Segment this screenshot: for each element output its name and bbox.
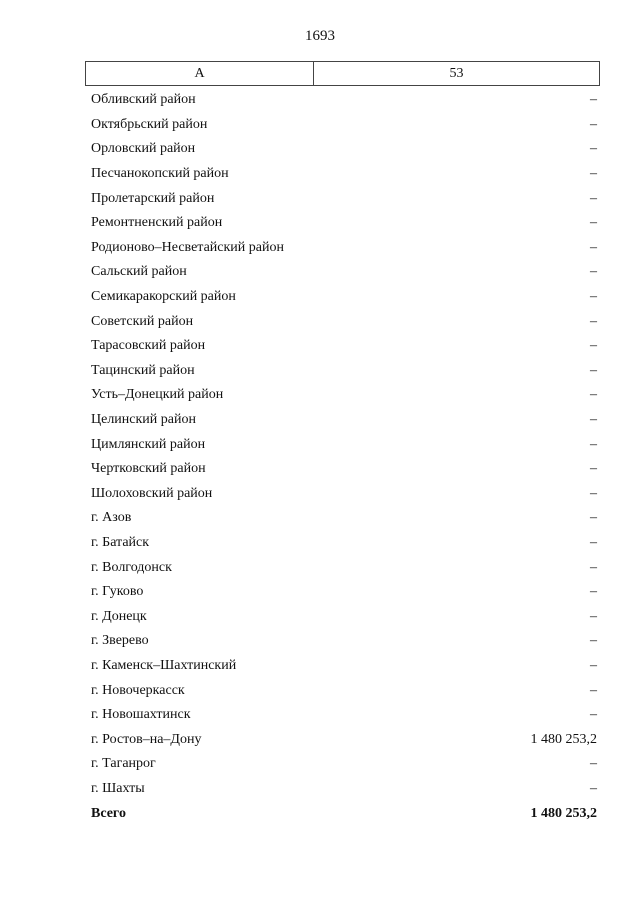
table-row bbox=[91, 604, 597, 629]
row-value: – bbox=[590, 436, 597, 452]
row-value: – bbox=[590, 633, 597, 649]
total-label: Всего bbox=[91, 805, 126, 821]
row-label: Тацинский район bbox=[91, 362, 195, 378]
table-row bbox=[91, 113, 597, 138]
row-label: г. Гуково bbox=[91, 584, 144, 600]
row-value: – bbox=[590, 387, 597, 403]
table-row bbox=[91, 580, 597, 605]
row-label: г. Донецк bbox=[91, 608, 147, 624]
row-label: Обливский район bbox=[91, 92, 196, 108]
table-row bbox=[91, 359, 597, 384]
row-label: г. Азов bbox=[91, 510, 132, 526]
row-label: г. Зверево bbox=[91, 633, 149, 649]
table-row bbox=[91, 531, 597, 556]
row-value: – bbox=[590, 559, 597, 575]
row-value: – bbox=[590, 756, 597, 772]
row-value: – bbox=[590, 166, 597, 182]
total-row bbox=[91, 801, 597, 826]
row-value: – bbox=[590, 92, 597, 108]
row-value: – bbox=[590, 657, 597, 673]
row-label: Октябрьский район bbox=[91, 116, 208, 132]
table-row bbox=[91, 186, 597, 211]
row-value: – bbox=[590, 485, 597, 501]
table-row bbox=[91, 432, 597, 457]
header-column-53: 53 bbox=[449, 65, 464, 81]
row-label: г. Ростов–на–Дону bbox=[91, 731, 202, 747]
table-row bbox=[91, 555, 597, 580]
table-row bbox=[91, 752, 597, 777]
row-value: – bbox=[590, 239, 597, 255]
row-label: г. Шахты bbox=[91, 780, 145, 796]
row-label: Усть–Донецкий район bbox=[91, 387, 224, 403]
table-row bbox=[91, 678, 597, 703]
row-value: – bbox=[590, 461, 597, 477]
row-value: – bbox=[590, 510, 597, 526]
table-body bbox=[91, 88, 597, 826]
table-row bbox=[91, 703, 597, 728]
row-value: – bbox=[590, 116, 597, 132]
table-row bbox=[91, 629, 597, 654]
table-row bbox=[91, 506, 597, 531]
table-row bbox=[91, 285, 597, 310]
row-value: – bbox=[590, 362, 597, 378]
row-value: – bbox=[590, 584, 597, 600]
row-label: Советский район bbox=[91, 313, 194, 329]
row-value: – bbox=[590, 264, 597, 280]
row-label: г. Новошахтинск bbox=[91, 707, 191, 723]
page-number: 1693 bbox=[305, 28, 335, 44]
row-label: г. Батайск bbox=[91, 534, 150, 550]
row-value: – bbox=[590, 608, 597, 624]
table-row bbox=[91, 482, 597, 507]
table-row bbox=[91, 334, 597, 359]
row-label: Чертковский район bbox=[91, 461, 206, 477]
row-value: – bbox=[590, 534, 597, 550]
row-label: Шолоховский район bbox=[91, 485, 213, 501]
table-row bbox=[91, 211, 597, 236]
table-header bbox=[85, 61, 600, 86]
table-row bbox=[91, 309, 597, 334]
row-label: Ремонтненский район bbox=[91, 215, 223, 231]
table-row bbox=[91, 162, 597, 187]
row-value: – bbox=[590, 190, 597, 206]
row-value: – bbox=[590, 313, 597, 329]
row-label: г. Таганрог bbox=[91, 756, 156, 772]
table-row bbox=[91, 137, 597, 162]
row-label: Орловский район bbox=[91, 141, 196, 157]
table-row bbox=[91, 88, 597, 113]
table-row bbox=[91, 727, 597, 752]
header-column-a: А bbox=[86, 62, 314, 85]
row-value: – bbox=[590, 289, 597, 305]
row-label: Целинский район bbox=[91, 412, 196, 428]
table-row bbox=[91, 777, 597, 802]
row-value: – bbox=[590, 412, 597, 428]
row-value: – bbox=[590, 780, 597, 796]
table-row bbox=[91, 457, 597, 482]
row-label: Цимлянский район bbox=[91, 436, 206, 452]
row-label: г. Волгодонск bbox=[91, 559, 172, 575]
row-label: Семикаракорский район bbox=[91, 289, 236, 305]
total-value: 1 480 253,2 bbox=[530, 805, 597, 821]
row-value: – bbox=[590, 338, 597, 354]
row-label: Тарасовский район bbox=[91, 338, 206, 354]
row-value: – bbox=[590, 707, 597, 723]
row-label: Сальский район bbox=[91, 264, 187, 280]
table-row bbox=[91, 383, 597, 408]
row-label: г. Каменск–Шахтинский bbox=[91, 657, 237, 673]
row-label: Родионово–Несветайский район bbox=[91, 239, 284, 255]
row-label: г. Новочеркасск bbox=[91, 682, 185, 698]
row-value: – bbox=[590, 141, 597, 157]
row-value: 1 480 253,2 bbox=[530, 731, 597, 747]
row-label: Песчанокопский район bbox=[91, 166, 229, 182]
row-label: Пролетарский район bbox=[91, 190, 215, 206]
table-row bbox=[91, 260, 597, 285]
table-row bbox=[91, 408, 597, 433]
table-row bbox=[91, 654, 597, 679]
row-value: – bbox=[590, 215, 597, 231]
row-value: – bbox=[590, 682, 597, 698]
table-row bbox=[91, 236, 597, 261]
